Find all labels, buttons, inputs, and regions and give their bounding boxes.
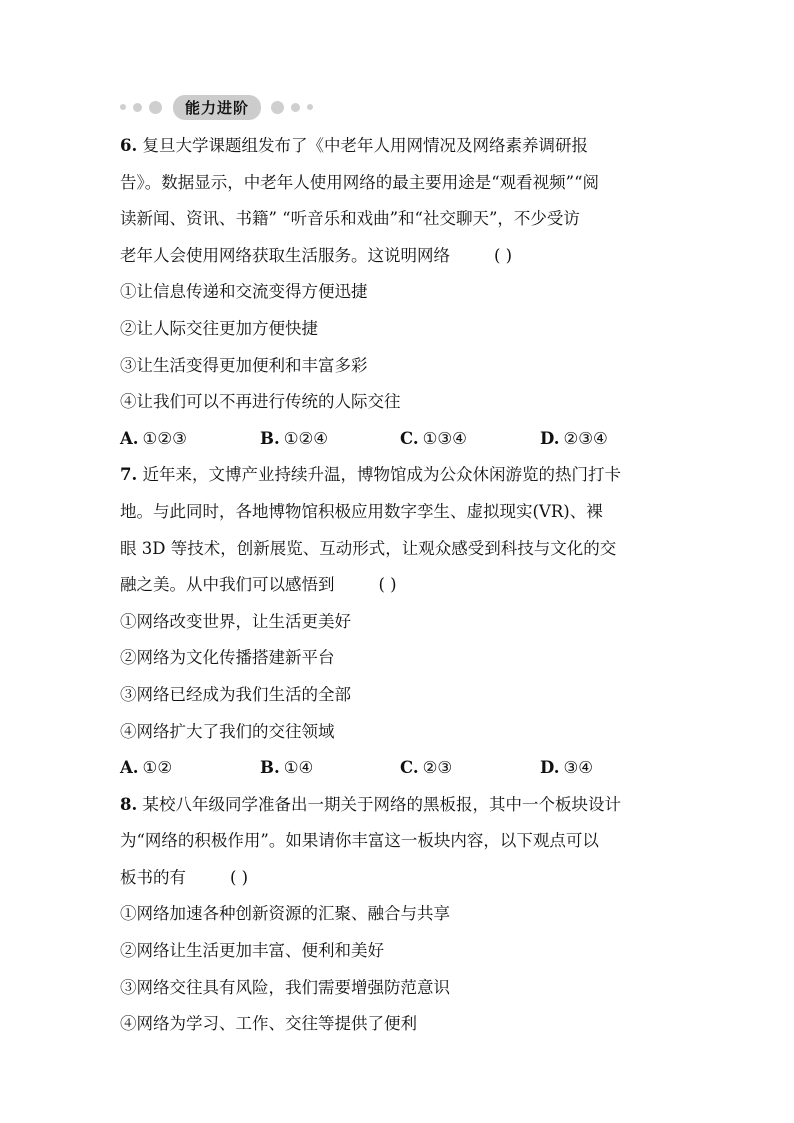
question-number: 8. — [120, 794, 138, 814]
decor-dot — [149, 101, 162, 114]
answer-blank: ( ) — [230, 867, 249, 887]
choice-a: A. ①②③ — [120, 428, 187, 448]
statement: ④让我们可以不再进行传统的人际交往 — [120, 392, 401, 412]
decor-dot — [133, 103, 142, 112]
question-text: 老年人会使用网络获取生活服务。这说明网络 — [120, 245, 450, 265]
question-number: 7. — [120, 465, 138, 485]
question-number: 6. — [120, 136, 138, 155]
choice-c: C. ②③ — [400, 758, 453, 778]
question-line — [120, 531, 680, 568]
choice-d: D. ③④ — [540, 758, 594, 778]
section-header — [120, 94, 320, 120]
question-line — [120, 823, 680, 860]
decor-dot — [120, 104, 126, 110]
decor-dot — [271, 101, 284, 114]
question-text: 板书的有 — [120, 867, 186, 887]
question-line — [120, 567, 680, 604]
question-text: 地。与此同时，各地博物馆积极应用数字孪生、虚拟现实(VR)、裸 — [120, 501, 603, 521]
question-text: 告》。数据显示，中老年人使用网络的最主要用途是“观看视频”“阅 — [120, 172, 600, 192]
choices-row — [120, 750, 680, 787]
decor-dot — [307, 104, 313, 110]
question-text: 读新闻、资讯、书籍” “听音乐和戏曲”和“社交聊天”，不少受访 — [120, 209, 580, 229]
question-line — [120, 860, 680, 897]
statement: ②网络让生活更加丰富、便利和美好 — [120, 941, 384, 961]
question-text: 复旦大学课题组发布了《中老年人用网情况及网络素养调研报 — [142, 136, 588, 155]
section-title: 能力进阶 — [173, 95, 261, 120]
statement: ③网络交往具有风险，我们需要增强防范意识 — [120, 977, 450, 997]
question-line — [120, 238, 680, 275]
decor-dot — [291, 103, 300, 112]
choice-b: B. ①④ — [260, 758, 314, 778]
statement: ①让信息传递和交流变得方便迅捷 — [120, 282, 368, 302]
question-text: 近年来，文博产业持续升温，博物馆成为公众休闲游览的热门打卡 — [142, 465, 621, 485]
question-line — [120, 201, 680, 238]
statement: ④网络扩大了我们的交往领域 — [120, 721, 335, 741]
choices-row — [120, 421, 680, 458]
choice-d: D. ②③④ — [540, 428, 608, 448]
answer-blank: ( ) — [494, 245, 513, 265]
statement: ①网络加速各种创新资源的汇聚、融合与共享 — [120, 904, 450, 924]
choice-a: A. ①② — [120, 758, 173, 778]
question-line — [120, 787, 680, 824]
statement: ④网络为学习、工作、交往等提供了便利 — [120, 1014, 417, 1034]
statement: ②网络为文化传播搭建新平台 — [120, 648, 335, 668]
question-line — [120, 457, 680, 494]
answer-blank: ( ) — [378, 575, 397, 595]
question-line — [120, 128, 680, 165]
question-text: 融之美。从中我们可以感悟到 — [120, 575, 335, 595]
choice-c: C. ①③④ — [400, 428, 467, 448]
statement: ②让人际交往更加方便快捷 — [120, 318, 318, 338]
statement: ①网络改变世界，让生活更美好 — [120, 611, 351, 631]
statement: ③网络已经成为我们生活的全部 — [120, 684, 351, 704]
question-text: 某校八年级同学准备出一期关于网络的黑板报，其中一个板块设计 — [142, 794, 621, 814]
statement: ③让生活变得更加便利和丰富多彩 — [120, 355, 368, 375]
choice-b: B. ①②④ — [260, 428, 329, 448]
question-text: 眼 3D 等技术，创新展览、互动形式，让观众感受到科技与文化的交 — [120, 538, 617, 558]
question-text: 为“网络的积极作用”。如果请你丰富这一板块内容，以下观点可以 — [120, 831, 599, 851]
question-line — [120, 494, 680, 531]
question-line — [120, 165, 680, 202]
question-list — [120, 128, 680, 1043]
